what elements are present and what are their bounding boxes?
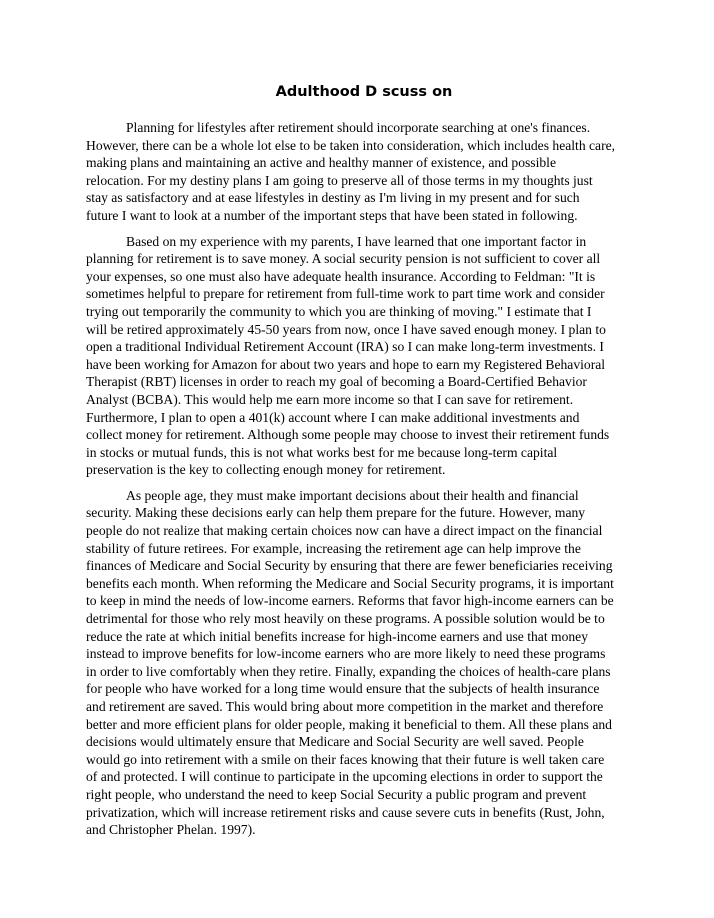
- text-line: privatization, which will increase retirement risks and cause severe cuts in benefits (Rust, John,: [86, 804, 605, 820]
- text-line: better and more efficient plans for older people, making it beneficial to them. All these plans and: [86, 716, 612, 732]
- paragraph-1: [86, 119, 642, 225]
- text-line: trying out temporarily the community to which you are thinking of moving." I estimate that I: [86, 303, 592, 319]
- text-line: collect money for retirement. Although some people may choose to invest their retirement funds: [86, 427, 610, 443]
- text-line: planning for retirement is to save money. A social security pension is not sufficient to cover all: [86, 251, 601, 267]
- text-line: people do not realize that making certain choices now can have a direct impact on the financial: [86, 523, 603, 539]
- text-line: and Christopher Phelan. 1997).: [86, 822, 256, 838]
- text-line: Planning for lifestyles after retirement should incorporate searching at one's finances.: [126, 120, 591, 135]
- text-line: Furthermore, I plan to open a 401(k) account where I can make additional investments and: [86, 409, 580, 425]
- text-line: for people who have worked for a long time would ensure that the subjects of health insurance: [86, 681, 600, 697]
- text-line: However, there can be a whole lot else to be taken into consideration, which includes health care,: [86, 137, 616, 153]
- text-line: right people, who understand the need to keep Social Security a public program and prevent: [86, 786, 587, 802]
- text-line: stay as satisfactory and at ease lifestyles in destiny as I'm living in my present and for such: [86, 190, 580, 206]
- document-page: [86, 82, 642, 847]
- text-line: open a traditional Individual Retirement Account (IRA) so I can make long-term investments. I: [86, 339, 604, 355]
- text-line: of and protected. I will continue to participate in the upcoming elections in order to support the: [86, 769, 603, 785]
- text-line: security. Making these decisions early can help them prepare for the future. However, many: [86, 505, 586, 521]
- text-line: in order to live comfortably when they retire. Finally, expanding the choices of health-care plans: [86, 663, 611, 679]
- text-line: stability of future retirees. For example, increasing the retirement age can help improve the: [86, 540, 581, 556]
- text-line: detrimental for those who rely most heavily on these programs. A possible solution would be to: [86, 611, 605, 627]
- text-line: to keep in mind the needs of low-income earners. Reforms that favor high-income earners can be: [86, 593, 614, 609]
- text-line: benefits each month. When reforming the Medicare and Social Security programs, it is important: [86, 575, 614, 591]
- document-title: Adulthood D scuss on: [275, 84, 453, 100]
- text-line: making plans and maintaining an active and healthy manner of existence, and possible: [86, 155, 556, 171]
- text-line: As people age, they must make important decisions about their health and financial: [126, 487, 579, 503]
- text-line: preservation is the key to collecting enough money for retirement.: [86, 462, 446, 478]
- text-line: sometimes helpful to prepare for retirement from full-time work to part time work and consider: [86, 286, 605, 302]
- text-line: finances of Medicare and Social Security by ensuring that there are fewer beneficiaries receiving: [86, 558, 613, 574]
- text-line: reduce the rate at which initial benefits increase for high-income earners and use that money: [86, 628, 589, 644]
- text-line: relocation. For my destiny plans I am going to preserve all of those terms in my thoughts just: [86, 172, 593, 188]
- text-line: have been working for Amazon for about two years and hope to earn my Registered Behavioral: [86, 356, 606, 372]
- text-line: Based on my experience with my parents, I have learned that one important factor in: [126, 233, 587, 249]
- text-line: your expenses, so one must also have adequate health insurance. According to Feldman: "It is: [86, 268, 596, 284]
- paragraph-2: [86, 233, 642, 479]
- text-line: future I want to look at a number of the important steps that have been stated in following.: [86, 207, 578, 223]
- text-line: Therapist (RBT) licenses in order to reach my goal of becoming a Board-Certified Behavior: [86, 374, 587, 390]
- text-line: Analyst (BCBA). This would help me earn more income so that I can save for retirement.: [86, 391, 574, 407]
- text-line: in stocks or mutual funds, this is not what works best for me because long-term capital: [86, 444, 558, 460]
- text-line: will be retired approximately 45-50 years from now, once I have saved enough money. I plan to: [86, 321, 606, 337]
- paragraph-3: [86, 487, 642, 839]
- text-line: would go into retirement with a smile on their faces knowing that their future is well taken care: [86, 751, 605, 767]
- text-line: and retirement are saved. This would bring about more competition in the market and therefore: [86, 699, 604, 714]
- text-line: decisions would ultimately ensure that Medicare and Social Security are well saved. People: [86, 734, 584, 750]
- text-line: instead to improve benefits for low-income earners who are more likely to need these programs: [86, 646, 606, 662]
